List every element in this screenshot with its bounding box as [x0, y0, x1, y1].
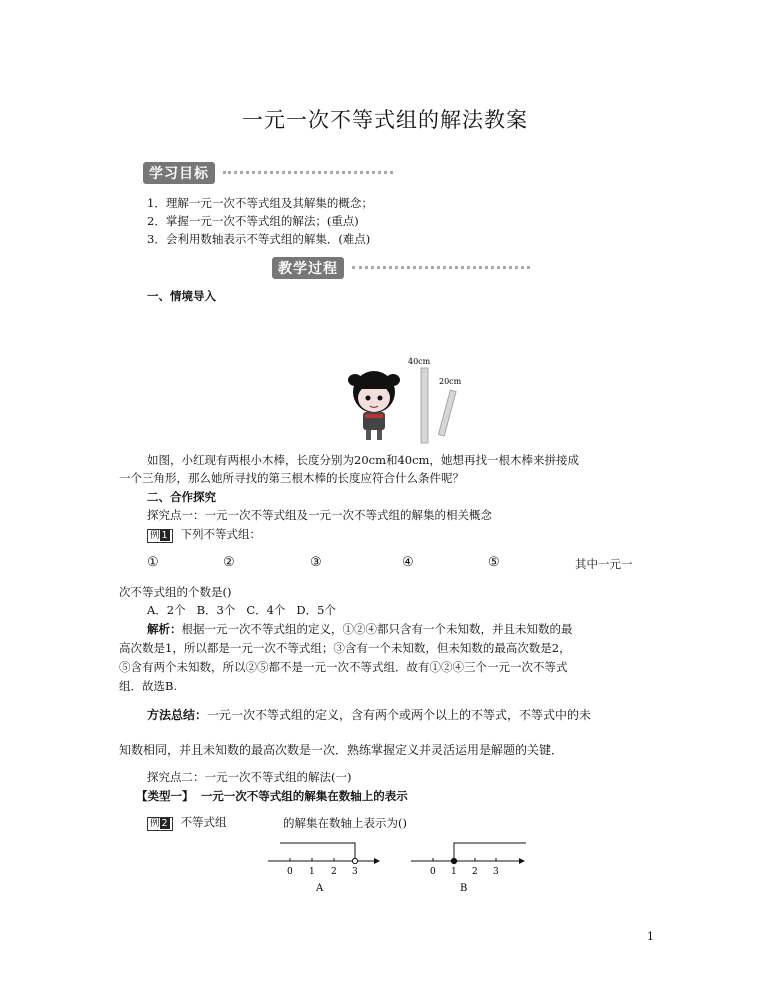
stick-20-icon — [438, 390, 456, 436]
tick-label: 1 — [309, 867, 315, 877]
tick-label: 1 — [451, 867, 457, 877]
badge-num: 2 — [161, 818, 168, 829]
method-label: 方法总结： — [147, 708, 208, 722]
example-1 — [147, 526, 261, 543]
type-label: 【类型一】 — [136, 789, 194, 803]
stick-label-20: 20cm — [439, 377, 462, 386]
item-marker: ① — [147, 555, 159, 570]
section-header-process — [272, 257, 530, 277]
part-heading: 一、情境导入 — [147, 289, 216, 303]
example-badge — [147, 817, 173, 831]
page-number: 1 — [647, 930, 654, 943]
tick-label: 2 — [472, 867, 478, 877]
analysis-label: 解析： — [147, 622, 182, 636]
example-tail: 的解集在数轴上表示为() — [283, 816, 407, 830]
girl-icon — [348, 371, 400, 440]
dotted-rule — [352, 266, 530, 269]
option-label: B — [460, 883, 468, 894]
badge-text: 例 — [150, 818, 160, 829]
section-label: 教学过程 — [272, 257, 344, 279]
item-marker: ⑤ — [488, 555, 500, 570]
stick-40-icon — [421, 368, 428, 443]
goal-line: 2．掌握一元一次不等式组的解法；(重点) — [147, 214, 359, 228]
part-heading: 二、合作探究 — [147, 490, 216, 504]
method-text-cont: 知数相同，并且未知数的最高次数是一次．熟练掌握定义并灵活运用是解题的关键． — [119, 743, 564, 757]
method-text: 一元一次不等式组的定义，含有两个或两个以上的不等式，不等式中的未 — [207, 708, 592, 722]
explore-heading: 探究点二：一元一次不等式组的解法(一) — [147, 770, 352, 784]
intro-text: 一个三角形，那么她所寻找的第三根木棒的长度应符合什么条件呢？ — [119, 471, 464, 485]
analysis-line: 高次数是1，所以都是一元一次不等式组；③含有一个未知数，但未知数的最高次数是2， — [119, 641, 571, 655]
section-label: 学习目标 — [143, 162, 215, 184]
tick-label: 0 — [287, 867, 293, 877]
numberline-b — [405, 838, 530, 898]
example-badge — [147, 529, 173, 543]
type-heading — [136, 788, 408, 804]
goal-line: 1．理解一元一次不等式组及其解集的概念； — [147, 196, 373, 210]
item-marker: ④ — [402, 555, 414, 570]
intro-figure — [335, 350, 475, 450]
tick-label: 2 — [331, 867, 337, 877]
method-summary — [147, 706, 591, 723]
example-cont: 次不等式组的个数是() — [119, 585, 232, 599]
tick-label: 3 — [352, 867, 358, 877]
example-2 — [147, 814, 227, 831]
explore-heading: 探究点一：一元一次不等式组及一元一次不等式组的解集的相关概念 — [147, 508, 492, 522]
page-title: 一元一次不等式组的解法教案 — [242, 108, 528, 132]
intro-text: 如图，小红现有两根小木棒，长度分别为20cm和40cm，她想再找一根木棒来拼接成 — [147, 453, 579, 467]
example-prompt: 下列不等式组： — [180, 527, 262, 541]
type-text: 一元一次不等式组的解集在数轴上的表示 — [200, 789, 408, 803]
tick-label: 3 — [493, 867, 499, 877]
answer-options: A．2个 B．3个 C．4个 D．5个 — [147, 603, 336, 617]
tick-label: 0 — [430, 867, 436, 877]
section-header-goals — [143, 162, 393, 182]
goal-line: 3．会利用数轴表示不等式组的解集．(难点) — [147, 232, 371, 246]
numberline-a — [262, 838, 382, 898]
analysis-line: ⑤含有两个未知数，所以②⑤都不是一元一次不等式组．故有①②④三个一元一次不等式 — [119, 660, 568, 674]
badge-num: 1 — [161, 530, 168, 541]
item-marker: ③ — [310, 555, 322, 570]
stick-label-40: 40cm — [408, 357, 431, 366]
badge-text: 例 — [150, 530, 160, 541]
example-tail: 其中一元一 — [575, 557, 633, 571]
analysis-text: 根据一元一次不等式组的定义，①②④都只含有一个未知数，并且未知数的最 — [181, 622, 573, 636]
item-marker: ② — [223, 555, 235, 570]
dotted-rule — [223, 171, 393, 174]
example-prompt: 不等式组 — [180, 815, 227, 829]
analysis-line — [147, 621, 573, 637]
option-label: A — [316, 883, 324, 894]
analysis-line: 组．故选B. — [119, 679, 178, 693]
